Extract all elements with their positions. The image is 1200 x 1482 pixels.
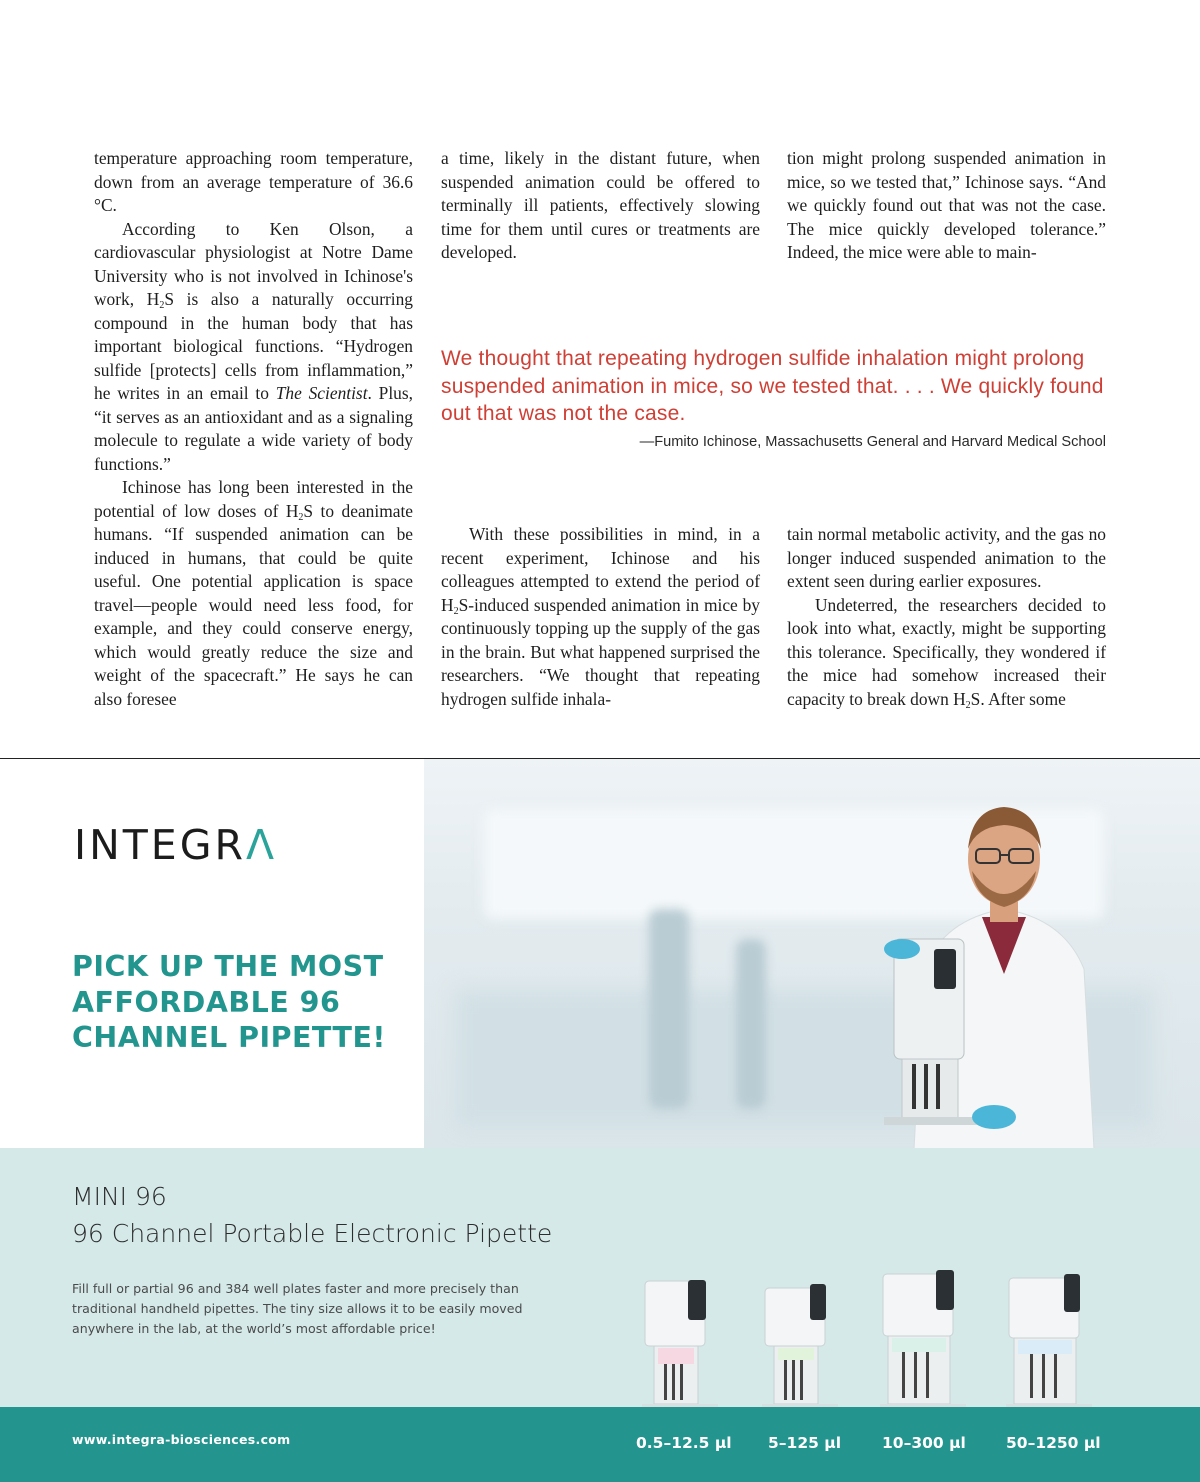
paragraph: Undeterred, the researchers decided to look into what, exactly, might be supporting this tolerance. Specifically, they wondered if the mice had somehow increased their capacity to break down $H_2S$. After some bbox=[787, 594, 1106, 711]
paragraph: Ichinose has long been interested in the potential of low doses of $H_2S$ to deanimate humans. “If suspended animation can be induced in humans, that could be quite useful. One potential application is space travel—people would need less food, for example, and they could conserve energy, which would greatly reduce the size and weight of the spacecraft.” He says he can also foresee bbox=[94, 477, 413, 709]
article-column-2-bottom bbox=[441, 523, 760, 711]
product-name: MINI 96 bbox=[72, 1182, 167, 1211]
integra-logo: INTEGRΛ bbox=[74, 821, 278, 869]
pull-quote-text: We thought that repeating hydrogen sulfide inhalation might prolong suspended animation in mice, so we tested that. . . . We quickly found out that was not the case. bbox=[441, 347, 1104, 425]
product-description: Fill full or partial 96 and 384 well plates faster and more precisely than traditional handheld pipettes. The tiny size allows it to be easily moved anywhere in the lab, at the world’s most affordable price! bbox=[72, 1281, 523, 1336]
article-column-1 bbox=[94, 147, 413, 711]
product-band bbox=[0, 1148, 1200, 1408]
product-subtitle: 96 Channel Portable Electronic Pipette bbox=[72, 1219, 553, 1248]
article-column-2-top bbox=[441, 147, 760, 265]
paragraph: According to Ken Olson, a cardiovascular physiologist at Notre Dame University who is not involved in Ichinose's work, $H_2S$ is also a naturally occurring compound in the human body that has important biological functions. “Hydrogen sulfide [protects] cells from inflammation,” he writes in an email to The Scientist. Plus, “it serves as an antioxidant and as a signaling molecule to regulate a wide variety of body functions.” bbox=[94, 218, 414, 474]
volume-label: 5–125 µl bbox=[768, 1434, 842, 1452]
lab-photo bbox=[424, 759, 1200, 1148]
website-link[interactable]: www.integra-biosciences.com bbox=[72, 1432, 291, 1447]
pipette-image bbox=[760, 1276, 840, 1418]
article-column-3-top bbox=[787, 147, 1106, 265]
paragraph: tion might prolong suspended animation in mice, so we tested that,” Ichinose says. “And we quickly found out that was not the case. The mice quickly developed tolerance.” Indeed, the mice were able to main- bbox=[787, 148, 1106, 262]
paragraph: temperature approaching room temperature, down from an average temperature of 36.6 °C. bbox=[94, 148, 413, 215]
ad-footer bbox=[0, 1407, 1200, 1482]
paragraph: With these possibilities in mind, in a recent experiment, Ichinose and his colleagues attempted to extend the period of $H_2S$-induced suspended animation in mice by continuously topping up the supply of the gas in the brain. But what happened surprised the researchers. “We thought that repeating hydrogen sulfide inhala- bbox=[441, 524, 760, 709]
product-title bbox=[72, 1178, 552, 1252]
pipette-image bbox=[878, 1266, 968, 1418]
pipette-image bbox=[640, 1276, 720, 1418]
paragraph: tain normal metabolic activity, and the gas no longer induced suspended animation to the extent seen during earlier exposures. bbox=[787, 524, 1106, 591]
advertisement bbox=[0, 759, 1200, 1482]
volume-label: 0.5–12.5 µl bbox=[636, 1434, 732, 1452]
article-column-3-bottom bbox=[787, 523, 1106, 711]
volume-label: 10–300 µl bbox=[882, 1434, 966, 1452]
ad-headline: PICK UP THE MOST AFFORDABLE 96 CHANNEL PIPETTE! bbox=[72, 950, 386, 1054]
pull-quote bbox=[441, 345, 1106, 450]
volume-label: 50–1250 µl bbox=[1006, 1434, 1101, 1452]
scientist-image bbox=[854, 799, 1154, 1148]
pull-quote-attribution: —Fumito Ichinose, Massachusetts General and Harvard Medical School bbox=[639, 433, 1106, 450]
pipette-image bbox=[1004, 1270, 1094, 1418]
paragraph: a time, likely in the distant future, when suspended animation could be offered to terminally ill patients, effectively slowing time for them until cures or treatments are developed. bbox=[441, 148, 760, 262]
